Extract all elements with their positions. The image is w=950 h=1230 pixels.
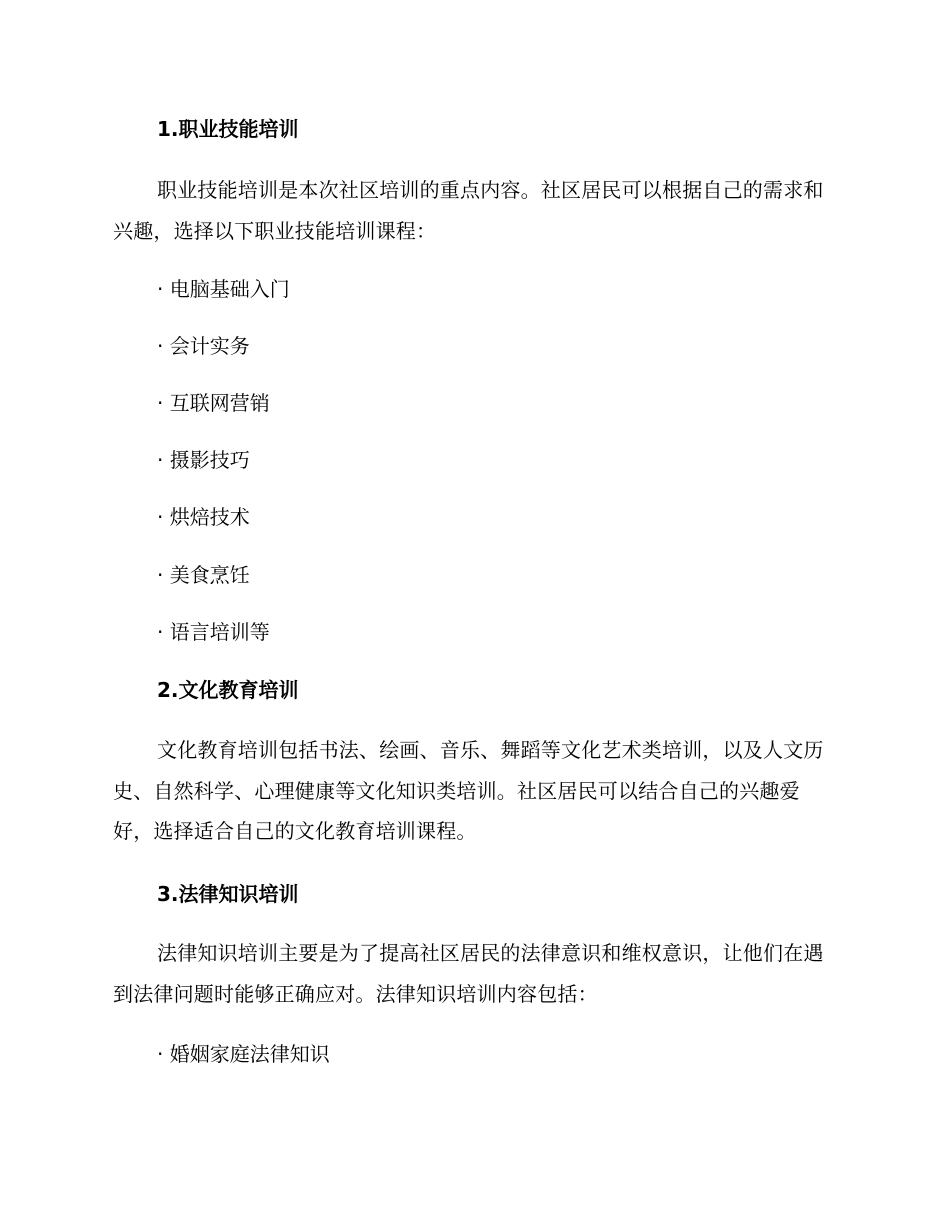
section-paragraph-legal: 法律知识培训主要是为了提高社区居民的法律意识和维权意识，让他们在遇到法律问题时能够正确应对。法律知识培训内容包括： xyxy=(113,941,824,1006)
bullet-item: · 互联网营销 xyxy=(157,391,270,415)
section-heading-legal: 3.法律知识培训 xyxy=(157,882,299,906)
bullet-item: · 烘焙技术 xyxy=(157,505,250,529)
bullet-item: · 美食烹饪 xyxy=(157,563,250,587)
bullet-item: · 摄影技巧 xyxy=(157,448,250,472)
bullet-item: · 语言培训等 xyxy=(157,620,270,644)
section-heading-vocational: 1.职业技能培训 xyxy=(157,117,299,141)
bullet-item: · 电脑基础入门 xyxy=(157,277,290,301)
section-paragraph-vocational: 职业技能培训是本次社区培训的重点内容。社区居民可以根据自己的需求和兴趣，选择以下职业技能培训课程： xyxy=(113,178,824,243)
bullet-item: · 婚姻家庭法律知识 xyxy=(157,1042,330,1066)
section-heading-culture: 2.文化教育培训 xyxy=(157,678,299,702)
section-paragraph-culture: 文化教育培训包括书法、绘画、音乐、舞蹈等文化艺术类培训，以及人文历史、自然科学、心理健康等文化知识类培训。社区居民可以结合自己的兴趣爱好，选择适合自己的文化教育培训课程。 xyxy=(113,738,824,843)
bullet-item: · 会计实务 xyxy=(157,334,250,358)
